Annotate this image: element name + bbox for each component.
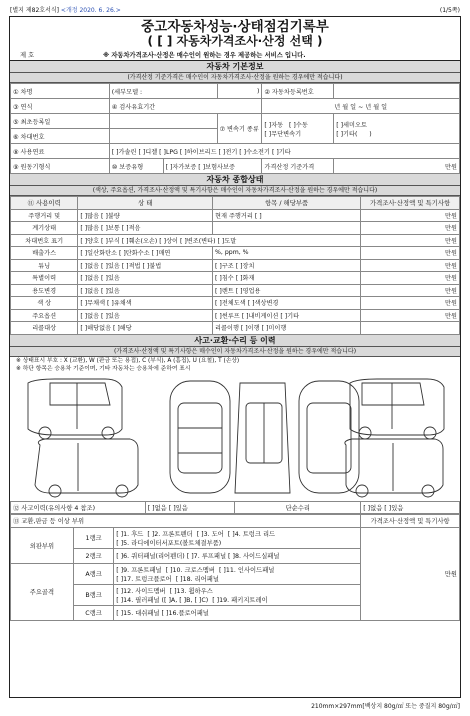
exchange-table bbox=[10, 514, 460, 621]
inspection-validity-label: ④ 검사유효기간 bbox=[109, 99, 262, 114]
detail-model-label: (세부모델 : bbox=[109, 84, 217, 99]
table-row: B랭크 [ ]12. 사이드멤버 [ ]13. 휠하우스 [ ]14. 필러패널 ([ ]A, [ ]B, [ ]C) [ ]19. 패키지트레이 bbox=[11, 584, 460, 605]
table-row: 리콜대상 [ ]해당없음 [ ]해당 리콜이행 [ ]이행 [ ]미이행 bbox=[11, 322, 460, 335]
model-year-label: ③ 연식 bbox=[11, 99, 110, 114]
registration-number-label: ② 자동차등록번호 bbox=[262, 84, 334, 99]
table-row: C랭크 [ ]15. 대쉬패널 [ ]16.플로어패널 bbox=[11, 605, 460, 620]
overall-condition-table bbox=[10, 196, 460, 335]
form-subtitle: ( [ ] 자동차가격조사·산정 선택 ) bbox=[147, 34, 323, 48]
fuel-label: ⑧ 사용연료 bbox=[11, 144, 110, 159]
vin-label: ⑥ 차대번호 bbox=[11, 129, 110, 144]
fuel-options: [ ]가솔린 [ ]디젤 [ ]LPG [ ]하이브리드 [ ]전기 [ ]수소전기 [ ]기타 bbox=[109, 144, 459, 159]
exchange-title: ⑬ 교환,판금 등 이상 부위 bbox=[11, 514, 361, 527]
base-price-label: 가격산정 기준가격 bbox=[262, 159, 334, 174]
overall-condition-note: (색상, 주요옵션, 가격조사·산정액 및 특기사항은 매수인이 자동차가격조사·산정을 원하는 경우에만 적습니다) bbox=[10, 186, 460, 196]
table-row: 외판부위 1랭크 [ ]1. 후드 [ ]2. 프론트펜더 [ ]3. 도어 [ ]4. 트렁크 리드 [ ]5. 라디에이터서포트(볼트체결부품) 만원 bbox=[11, 527, 460, 548]
page-count: (1/5쪽) bbox=[439, 7, 460, 14]
first-registration-value[interactable] bbox=[109, 114, 217, 129]
accident-history-options: [ ]없음 [ ]있음 bbox=[145, 501, 235, 513]
form-title: 중고자동차성능·상태점검기록부 bbox=[141, 19, 329, 35]
transmission-options-a: [ ]자동 [ ]수동 [ ]무단변속기 bbox=[262, 114, 334, 144]
table-row: 주요옵션 [ ]없음 [ ]있음 [ ]썬루프 [ ]내비게이션 [ ]기타 만원 bbox=[11, 309, 460, 322]
col-item: 항목 / 해당부품 bbox=[213, 197, 361, 210]
diagram-note: ※ 하단 항목은 승용차 기준이며, 기타 자동차는 승용차에 준하여 표시 bbox=[16, 365, 191, 372]
warranty-options: [ ]자가보증 [ ]보험사보증 bbox=[163, 159, 262, 174]
vin-value[interactable] bbox=[109, 129, 217, 144]
col-price: 가격조사·산정액 및 특기사항 bbox=[361, 197, 460, 210]
accident-history-note: (가격조사·산정액 및 특기사항은 매수인이 자동차가격조사·산정을 원하는 경우에만 적습니다) bbox=[10, 347, 460, 357]
registration-number-value[interactable] bbox=[334, 84, 460, 99]
paper-spec-footer: 210mm×297mm[백상지 80g/㎡ 또는 중질지 80g/㎡] bbox=[311, 703, 460, 710]
transmission-label: ⑦ 변속기 종류 bbox=[217, 114, 262, 144]
simple-repair-options: [ ]없음 [ ]있음 bbox=[361, 501, 460, 513]
group-outer-panel: 외판부위 bbox=[11, 527, 74, 563]
form-code: [별지 제82호서식] bbox=[10, 7, 59, 14]
table-row: 용도변경 [ ]없음 [ ]있음 [ ]렌트 [ ]영업용 만원 bbox=[11, 284, 460, 297]
table-row: 주행거리 및 [ ]많음 [ ]불량 현재 주행거리 [ ] 만원 bbox=[11, 209, 460, 222]
simple-repair-label: 단순수리 bbox=[235, 501, 361, 513]
accident-history-title: 사고·교환·수리 등 이력 bbox=[10, 335, 460, 347]
col-state: 상 태 bbox=[78, 197, 213, 210]
car-right-side-view bbox=[345, 379, 444, 497]
table-row: 튜닝 [ ]없음 [ ]있음 [ ]적법 [ ]불법 [ ]구조 [ ]장치 만원 bbox=[11, 259, 460, 272]
table-row: 색 상 [ ]무채색 [ ]유채색 [ ]전체도색 [ ]색상변경 만원 bbox=[11, 297, 460, 310]
group-main-frame: 주요골격 bbox=[11, 563, 74, 620]
table-row: 차대번호 표기 [ ]양호 [ ]부식 [ ]훼손(오손) [ ]상이 [ ]변조(변타) [ ]도말 만원 bbox=[11, 234, 460, 247]
service-note: ※ 자동차가격조사·산정은 매수인이 원하는 경우 제공하는 서비스 입니다. bbox=[103, 52, 306, 59]
basic-info-table: ① 차명 (세부모델 : ) ② 자동차등록번호 ③ 연식 ④ 검사유효기간 년 월 일 ~ 년 월 일 ⑤ 최초등록일 ⑦ 변속기 종류 [ ]자동 [ ]수동 [ ]무단변속기 [ ]세미오토 [ ]기타( ) ⑥ 차대번호 ⑧ 사용연료 [ ]가솔린 [ ]디젤 [ ]LPG [ ]하이브리드 [ ]전기 [ ]수소전기 [ ]기타 ⑨ 원동기형식 ⑩ 보증유형 [ ]자가보증 [ ]보험사보증 가격산정 기준가격 만원 bbox=[10, 83, 460, 174]
car-diagram bbox=[10, 373, 460, 501]
car-left-side-view bbox=[28, 379, 138, 497]
engine-type-label: ⑨ 원동기형식 bbox=[11, 159, 110, 174]
inspection-validity-period: 년 월 일 ~ 년 월 일 bbox=[262, 99, 460, 114]
form-frame bbox=[9, 16, 461, 698]
table-row: 특별이력 [ ]없음 [ ]있음 [ ]침수 [ ]화재 만원 bbox=[11, 272, 460, 285]
exchange-price-unit: 만원 bbox=[361, 527, 460, 620]
revision-date: <개정 2020. 6. 26.> bbox=[60, 7, 121, 14]
overall-condition-title: 자동차 종합상태 bbox=[10, 174, 460, 186]
table-row: 배출가스 [ ]일산화탄소 [ ]탄화수소 [ ]매연 %, ppm, % 만원 bbox=[11, 247, 460, 260]
table-row: 주요골격 A랭크 [ ]9. 프론트패널 [ ]10. 크로스멤버 [ ]11. 인사이드패널 [ ]17. 트렁크플로어 [ ]18. 리어패널 bbox=[11, 563, 460, 584]
status-marks-legend: ※ 상태표시 부호 : X (교환), W (판금 또는 용접), C (부식), A (흠집), U (요철), T (손상) bbox=[16, 357, 240, 364]
basic-info-title: 자동차 기본정보 bbox=[10, 61, 460, 73]
accident-summary-table bbox=[10, 501, 460, 514]
car-top-view bbox=[170, 381, 359, 493]
base-price-unit: 만원 bbox=[334, 159, 460, 174]
car-diagram-svg bbox=[10, 373, 460, 501]
number-label: 제 호 bbox=[20, 52, 35, 59]
transmission-options-b: [ ]세미오토 [ ]기타( ) bbox=[334, 114, 460, 144]
table-row: 계기상태 [ ]많음 [ ]보통 [ ]적음 만원 bbox=[11, 222, 460, 235]
first-registration-label: ⑤ 최초등록일 bbox=[11, 114, 110, 129]
top-line bbox=[10, 5, 460, 15]
table-row: 2랭크 [ ]6. 쿼터패널(리어펜더) [ ]7. 루프패널 [ ]8. 사이드실패널 bbox=[11, 548, 460, 563]
car-name-label: ① 차명 bbox=[11, 84, 110, 99]
warranty-type-label: ⑩ 보증유형 bbox=[109, 159, 163, 174]
basic-info-note: (가격산정 기준가격은 매수인이 자동차가격조사·산정을 원하는 경우에만 적습니다) bbox=[10, 73, 460, 83]
exchange-price-header: 가격조사·산정액 및 특기사항 bbox=[361, 514, 460, 527]
accident-history-label: ⑫ 사고이력(유의사항 4 참조) bbox=[11, 501, 146, 513]
col-usage-history: ⑪ 사용이력 bbox=[11, 197, 78, 210]
